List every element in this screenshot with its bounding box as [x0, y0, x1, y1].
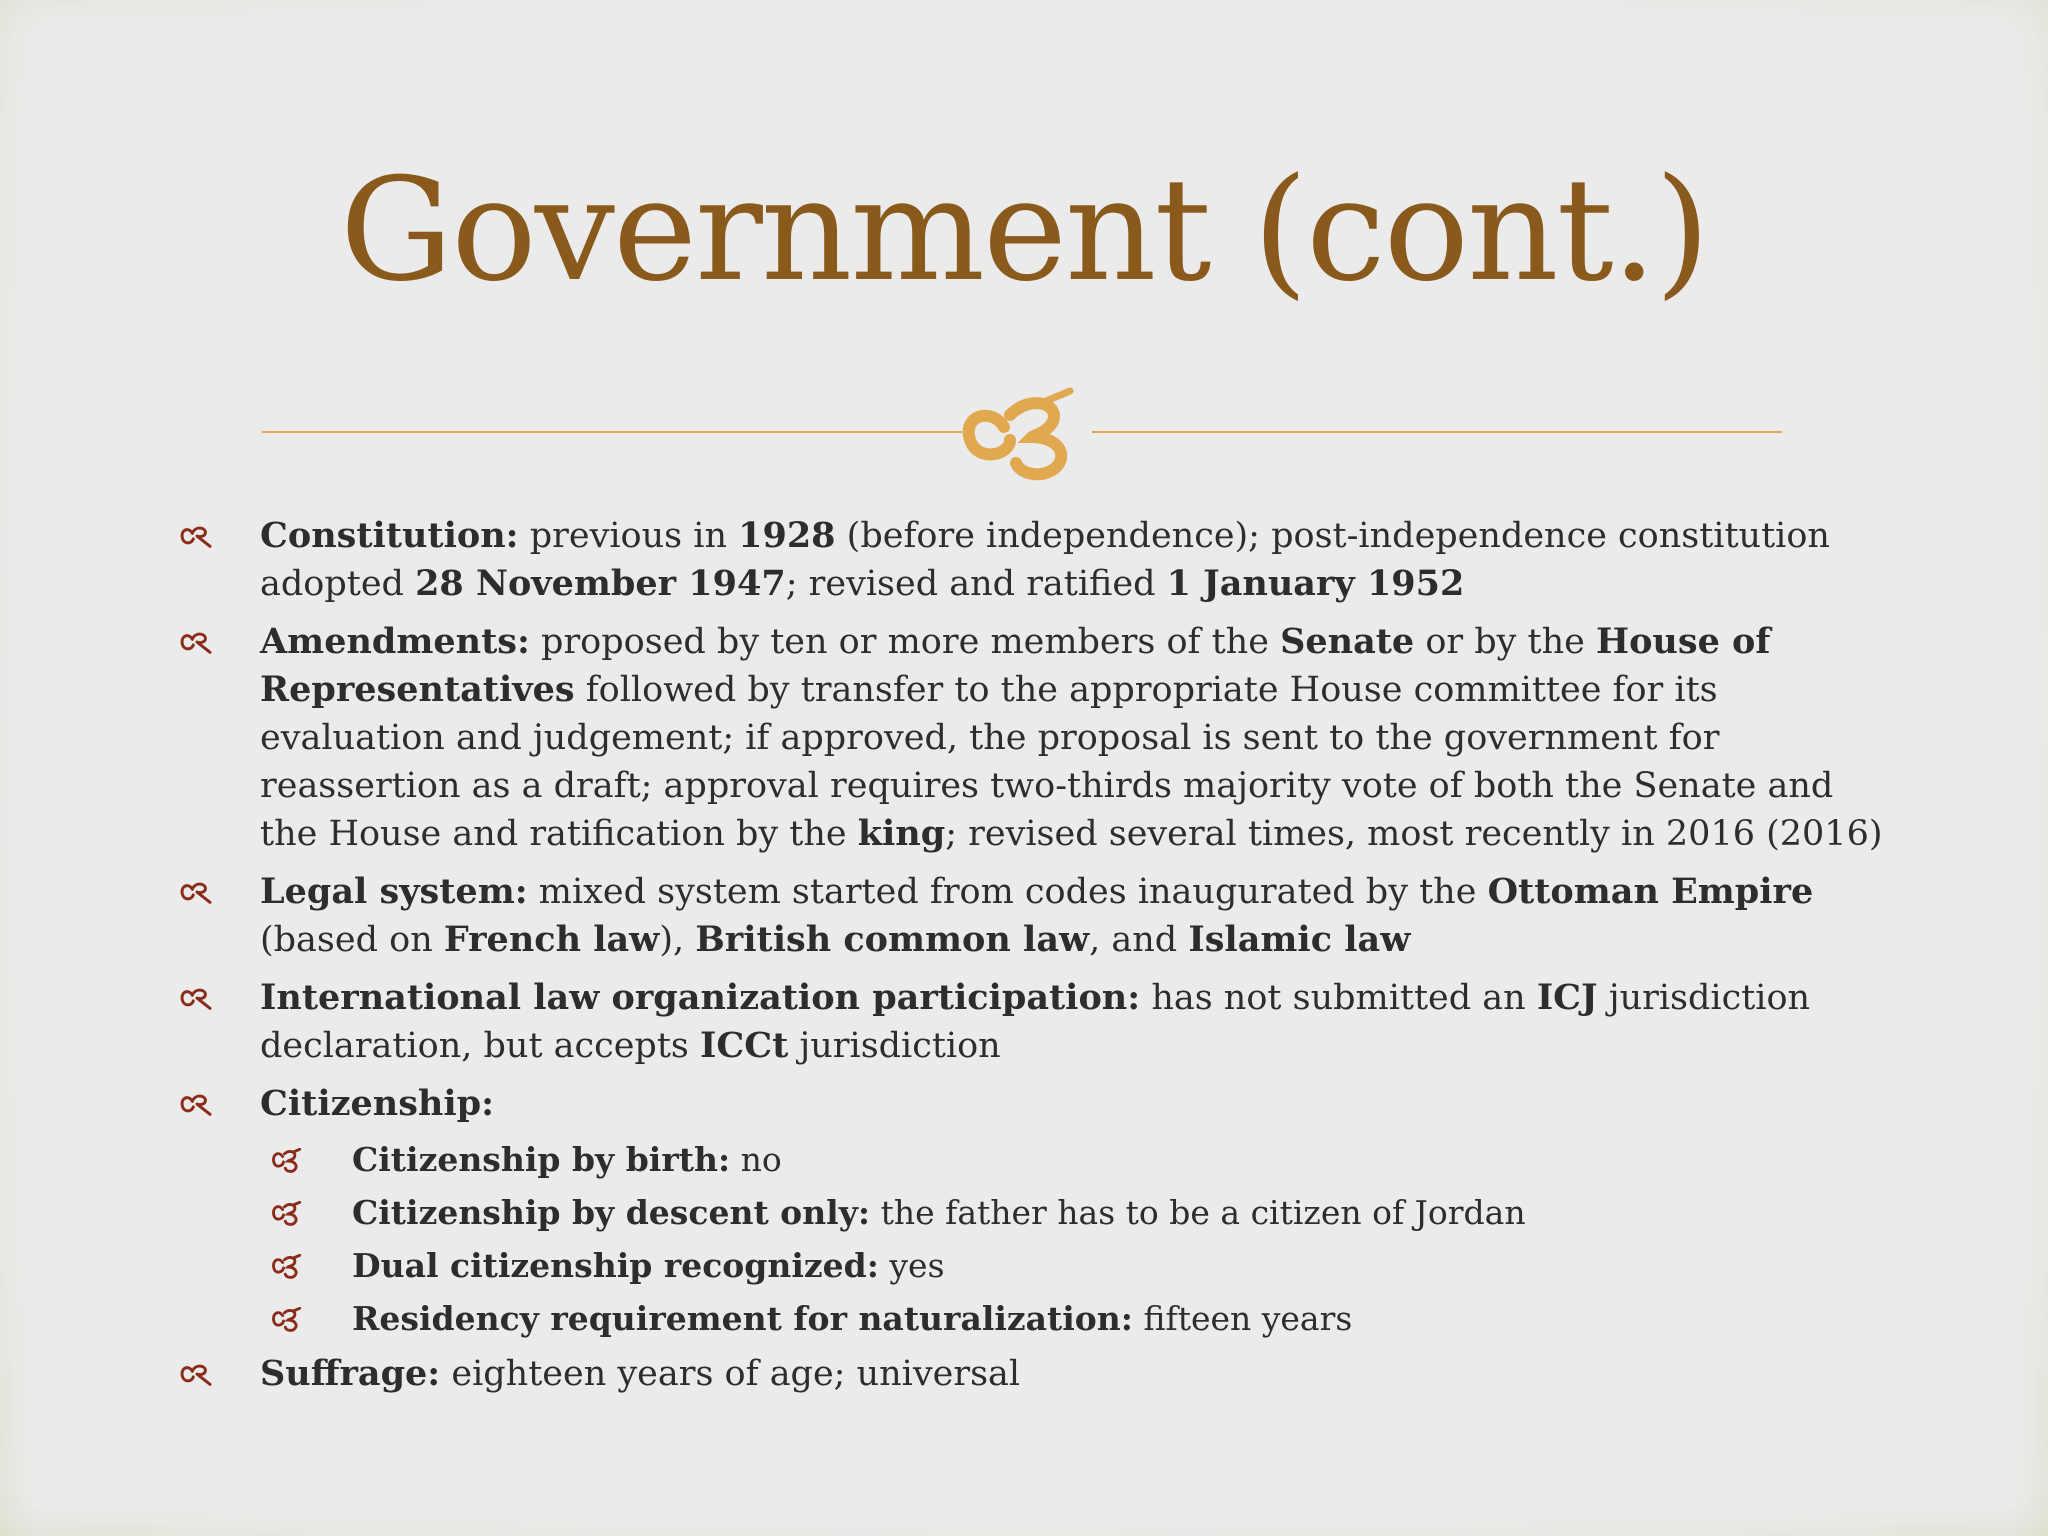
item-text: or by the [1414, 622, 1596, 662]
curl-bullet-icon [178, 630, 216, 656]
sub-list-item [178, 1138, 1898, 1182]
item-text: ; revised and ratified [785, 564, 1167, 604]
item-label: Citizenship: [260, 1083, 495, 1124]
sub-bullet-icon [270, 1307, 306, 1333]
curl-bullet-icon [178, 986, 216, 1012]
sub-bullet-icon [270, 1148, 306, 1174]
sub-item-text: no [730, 1140, 782, 1179]
item-text: jurisdiction [788, 1026, 1001, 1066]
sub-item-text: the father has to be a citizen of Jordan [870, 1193, 1526, 1232]
curl-bullet-icon [178, 1092, 216, 1118]
item-text: (before independence); post-independence constitution adopted [260, 516, 1830, 604]
list-item [178, 1080, 1898, 1128]
item-label: Legal system: [260, 871, 528, 912]
item-label: Suffrage: [260, 1353, 441, 1394]
item-text: ; revised several times, most recently in 2016 (2016) [945, 814, 1883, 854]
list-item [178, 618, 1898, 858]
sub-bullet-icon [270, 1254, 306, 1280]
sub-list-item [178, 1244, 1898, 1288]
list-item [178, 1350, 1898, 1398]
item-emphasis: Senate [1280, 621, 1415, 662]
item-label: International law organization participation: [260, 977, 1141, 1018]
item-text: ), [659, 920, 696, 960]
sub-item-label: Dual citizenship recognized: [352, 1246, 879, 1285]
flourish-icon [969, 391, 1070, 474]
list-item [178, 512, 1898, 608]
list-item [178, 974, 1898, 1070]
item-emphasis: Islamic law [1188, 919, 1411, 960]
sub-item-label: Residency requirement for naturalization: [352, 1299, 1133, 1338]
content-list [178, 512, 1898, 1408]
item-text: proposed by ten or more members of the [529, 622, 1281, 662]
curl-bullet-icon [178, 524, 216, 550]
item-text: eighteen years of age; universal [440, 1354, 1021, 1394]
sub-item-text: yes [878, 1246, 945, 1285]
item-emphasis: House of Representatives [260, 621, 1771, 710]
item-emphasis: king [857, 813, 946, 854]
item-emphasis: 28 November 1947 [415, 563, 786, 604]
curl-bullet-icon [178, 1362, 216, 1388]
item-text: has not submitted an [1140, 978, 1537, 1018]
sub-item-text: fifteen years [1132, 1299, 1353, 1338]
title-divider [262, 385, 1782, 485]
item-emphasis: ICJ [1536, 977, 1598, 1018]
sub-item-label: Citizenship by descent only: [352, 1193, 871, 1232]
item-text: mixed system started from codes inaugurated by the [527, 872, 1488, 912]
item-text: , and [1089, 920, 1189, 960]
item-emphasis: French law [443, 919, 660, 960]
sub-list-item [178, 1297, 1898, 1341]
item-label: Constitution: [260, 515, 519, 556]
item-emphasis: 1 January 1952 [1166, 563, 1465, 604]
curl-bullet-icon [178, 880, 216, 906]
item-text: followed by transfer to the appropriate House committee for its evaluation and judgement; if approved, the proposal is sent to the government for reassertion as a draft; approval requires two-thirds majority vote of both the Senate and the House and ratification by the [260, 670, 1834, 854]
sub-item-label: Citizenship by birth: [352, 1140, 731, 1179]
list-item [178, 868, 1898, 964]
item-emphasis: Ottoman Empire [1487, 871, 1814, 912]
item-emphasis: ICCt [699, 1025, 789, 1066]
slide-title: Government (cont.) [339, 148, 1709, 313]
item-text: (based on [260, 920, 444, 960]
item-emphasis: 1928 [738, 515, 836, 556]
item-label: Amendments: [260, 621, 530, 662]
sub-list-item [178, 1191, 1898, 1235]
item-emphasis: British common law [695, 919, 1090, 960]
sub-bullet-icon [270, 1201, 306, 1227]
item-text: jurisdiction declaration, but accepts [260, 978, 1811, 1066]
item-text: previous in [518, 516, 739, 556]
